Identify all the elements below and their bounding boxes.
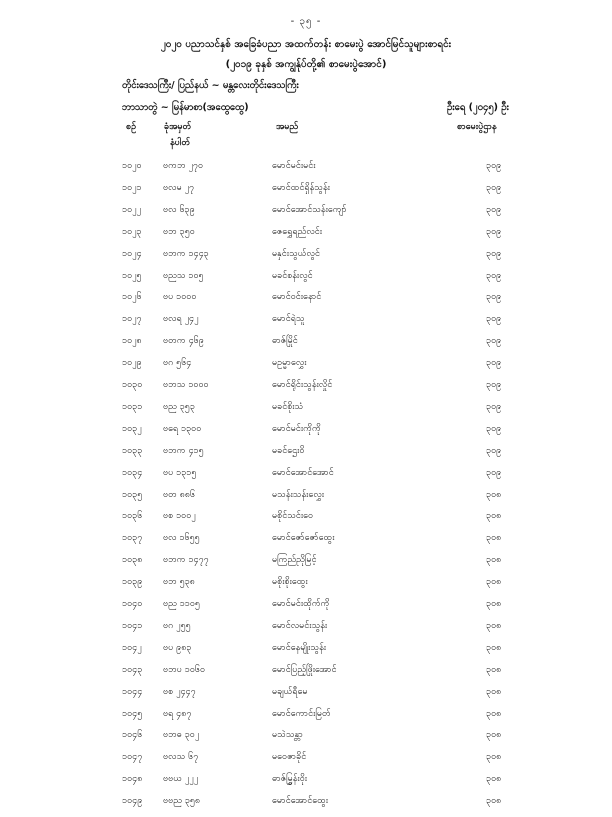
document-title: ၂၀၂၀ ပညာသင်နှစ် အခြေခံပညာ အထက်တန်း စာမေးပွဲ အောင်မြင်သူများစာရင်း bbox=[160, 39, 452, 50]
roll-number: ဗဘပ ၁၀၆၀ bbox=[163, 664, 206, 675]
table-row bbox=[0, 554, 612, 576]
row-number: ၁၀၂၁ bbox=[122, 182, 142, 193]
table-row bbox=[0, 510, 612, 532]
table-row bbox=[0, 532, 612, 554]
exam-center: ၃၀၉ bbox=[486, 182, 502, 193]
roll-number: ဗဂ ၂၅၅ bbox=[163, 620, 191, 631]
exam-center: ၃၀၈ bbox=[486, 708, 502, 719]
row-number: ၁၀၂၂ bbox=[122, 204, 141, 215]
row-number: ၁၀၄၂ bbox=[122, 642, 142, 653]
student-name: မဥမ္မာလွှေး bbox=[272, 358, 307, 369]
exam-center: ၃၀၉ bbox=[486, 401, 502, 412]
page-number: - ၃၅ - bbox=[290, 16, 322, 27]
row-number: ၁၀၃၂ bbox=[122, 423, 142, 434]
student-name: မောင်ဇော်ဇော်ထွေး bbox=[272, 533, 335, 544]
row-number: ၁၀၄၀ bbox=[122, 599, 143, 609]
row-number: ၁၀၃၃ bbox=[122, 445, 143, 456]
table-row bbox=[0, 160, 612, 182]
row-number: ၁၀၄၆ bbox=[122, 730, 143, 741]
table-row bbox=[0, 401, 612, 423]
student-name: မောင်ဝင်းနောင် bbox=[272, 292, 322, 303]
exam-center: ၃၀၈ bbox=[486, 774, 502, 785]
table-row bbox=[0, 379, 612, 401]
table-row bbox=[0, 576, 612, 598]
table-row bbox=[0, 445, 612, 467]
table-row bbox=[0, 226, 612, 248]
row-number: ၁၀၃၈ bbox=[122, 555, 143, 566]
exam-center: ၃၀၈ bbox=[486, 555, 502, 566]
table-row bbox=[0, 729, 612, 751]
student-name: ဓာဇ်မြိုင် bbox=[272, 336, 298, 347]
student-name: မကြည်ညိုမြင့် bbox=[272, 555, 317, 566]
roll-number: ဗရေ ၁၃၀၀ bbox=[163, 423, 202, 434]
exam-center: ၃၀၈ bbox=[486, 511, 502, 522]
column-header-roll-sub: နံပါတ် bbox=[170, 138, 191, 148]
pass-count-label: ဦးရေ (၂၀၄၅) ဦး bbox=[447, 102, 509, 113]
exam-center: ၃၀၉ bbox=[486, 423, 502, 434]
row-number: ၁၀၄၁ bbox=[122, 620, 143, 631]
roll-number: ဗဘက ၁၄၄၃ bbox=[163, 248, 209, 259]
roll-number: ဗပ ၁၀၀၀ bbox=[163, 292, 197, 303]
student-name: မောင်မင်းထိုက်ကို bbox=[272, 599, 330, 609]
table-row bbox=[0, 313, 612, 335]
roll-number: ဗဘ ၃၅၀ bbox=[163, 226, 195, 237]
student-name: မောင်ပြည့်ဖြိုးအောင် bbox=[272, 664, 337, 675]
row-number: ၁၀၂၄ bbox=[122, 248, 142, 259]
column-header-roll: ခုံအမှတ် bbox=[164, 122, 192, 132]
roll-number: ဗစ ၁၀၀၂ bbox=[163, 511, 196, 522]
roll-number: ဗလသ ၆၇ bbox=[163, 752, 199, 763]
table-row bbox=[0, 248, 612, 270]
exam-center: ၃၀၈ bbox=[486, 489, 502, 500]
roll-number: ဗည ၁၁၀၅ bbox=[163, 599, 200, 609]
row-number: ၁၀၃၉ bbox=[122, 577, 143, 588]
roll-number: ဗဘက ၄၁၅ bbox=[163, 445, 204, 456]
table-row bbox=[0, 291, 612, 313]
student-name: မစိုင်သင်းဝေ bbox=[272, 511, 314, 522]
exam-center: ၃၀၉ bbox=[486, 467, 502, 478]
student-name: မောင်အောင်အောင် bbox=[272, 467, 334, 478]
exam-center: ၃၀၉ bbox=[486, 270, 502, 281]
row-number: ၁၀၄၃ bbox=[122, 664, 143, 675]
roll-number: ဗလ ၁၆၅၅ bbox=[163, 533, 200, 544]
roll-number: ဗကဘ ၂၇၀ bbox=[163, 161, 204, 171]
exam-center: ၃၀၉ bbox=[486, 380, 502, 390]
row-number: ၁၀၃၁ bbox=[122, 401, 143, 412]
student-name: မောင်ထင်ရှိန်သွန်း bbox=[272, 182, 330, 193]
roll-number: ဗလမ ၂၇ bbox=[163, 182, 195, 193]
table-row bbox=[0, 182, 612, 204]
row-number: ၁၀၂၈ bbox=[122, 336, 142, 347]
student-name: မောင်နေမျိုးသွန်း bbox=[272, 642, 327, 653]
student-name: ဇေရွှေရည်လင်း bbox=[272, 226, 323, 237]
roll-number: ဗပ ၉၈၃ bbox=[163, 642, 192, 653]
table-row bbox=[0, 686, 612, 708]
roll-number: ဗတ ၈၈၆ bbox=[163, 489, 196, 500]
student-name: မောင်အောင်ထွေး bbox=[272, 796, 329, 807]
exam-center: ၃၀၉ bbox=[486, 445, 502, 456]
student-name: မောင်မင်းမင်း bbox=[272, 161, 316, 171]
roll-number: ဗတက ၄၆၉ bbox=[163, 336, 204, 347]
document-subtitle: (၂၀၁၉ ခုနှစ် အကျွန်ုပ်တို့၏ စာမေးပွဲအောင်) bbox=[225, 59, 387, 70]
exam-center: ၃၀၉ bbox=[486, 248, 502, 259]
student-name: မဝေဇာခိုင် bbox=[272, 752, 307, 763]
roll-number: ဗရ ၄၈၇ bbox=[163, 708, 192, 719]
exam-center: ၃၀၉ bbox=[486, 336, 502, 347]
row-number: ၁၀၄၅ bbox=[122, 708, 143, 719]
roll-number: ဗလရ ၂၄၂ bbox=[163, 314, 199, 325]
exam-center: ၃၀၈ bbox=[486, 599, 502, 609]
exam-center: ၃၀၉ bbox=[486, 161, 502, 171]
student-name: မစိုးစိုးထွေး bbox=[272, 577, 308, 588]
table-row bbox=[0, 795, 612, 817]
table-row bbox=[0, 708, 612, 730]
exam-center: ၃၀၈ bbox=[486, 642, 502, 653]
row-number: ၁၀၃၆ bbox=[122, 511, 143, 522]
student-name: မောင်ရိုင်းသွန်းလှိုင် bbox=[272, 380, 333, 390]
row-number: ၁၀၂၅ bbox=[122, 270, 142, 281]
roll-number: ဗည ၃၅၃ bbox=[163, 401, 195, 412]
roll-number: ဗဘ ၅၃၈ bbox=[163, 577, 195, 588]
row-number: ၁၀၂၀ bbox=[122, 161, 142, 171]
exam-center: ၃၀၈ bbox=[486, 664, 502, 675]
roll-number: ဗလ ၆၃၉ bbox=[163, 204, 195, 215]
student-name: မနှင်းသွယ်လွင် bbox=[272, 248, 320, 259]
row-number: ၁၀၄၈ bbox=[122, 774, 143, 785]
row-number: ၁၀၃၄ bbox=[122, 467, 143, 478]
exam-center: ၃၀၈ bbox=[486, 686, 502, 697]
student-name: မချယ်ရီမေ bbox=[272, 686, 308, 697]
subject-label: ဘာသာတွဲ ~ မြန်မာစာ(အထွေထွေ) bbox=[122, 102, 249, 113]
roll-number: ဗဘက ၁၄၇၇ bbox=[163, 555, 209, 566]
roll-number: ဗညသ ၁၀၅ bbox=[163, 270, 204, 281]
exam-center: ၃၀၈ bbox=[486, 620, 502, 631]
table-row bbox=[0, 270, 612, 292]
student-name: မခင်ဌေးဝိ bbox=[272, 445, 305, 456]
roll-number: ဗစ ၂၄၄၇ bbox=[163, 686, 196, 697]
student-name: မသဲသန္တာ bbox=[272, 730, 303, 741]
row-number: ၁၀၄၉ bbox=[122, 796, 143, 807]
student-name: မခင်စိုးသံ bbox=[272, 401, 304, 412]
exam-center: ၃၀၈ bbox=[486, 730, 502, 741]
table-row bbox=[0, 357, 612, 379]
table-row bbox=[0, 751, 612, 773]
exam-center: ၃၀၉ bbox=[486, 226, 502, 237]
roll-number: ဗဘသ ၁၀၀၀ bbox=[163, 380, 209, 390]
table-row bbox=[0, 598, 612, 620]
exam-center: ၃၀၉ bbox=[486, 292, 502, 303]
student-name: မောင်ရဲသူ bbox=[272, 314, 305, 325]
region-label: တိုင်းဒေသကြီး/ ပြည်နယ် ~ မန္တလေးတိုင်းဒေသကြီး bbox=[122, 80, 299, 91]
row-number: ၁၀၂၆ bbox=[122, 292, 142, 303]
column-header-no: စဉ် bbox=[126, 122, 137, 132]
table-row bbox=[0, 620, 612, 642]
student-name: မောင်ကောင်းမြတ် bbox=[272, 708, 331, 719]
student-name: ဓာဇ်မြွှန်းဝိုး bbox=[272, 774, 308, 785]
roll-number: ဗပ ၁၃၁၅ bbox=[163, 467, 197, 478]
table-row bbox=[0, 423, 612, 445]
row-number: ၁၀၂၇ bbox=[122, 314, 142, 325]
row-number: ၁၀၃၅ bbox=[122, 489, 143, 500]
exam-center: ၃၀၈ bbox=[486, 577, 502, 588]
column-header-name: အမည် bbox=[276, 122, 299, 132]
row-number: ၁၀၂၃ bbox=[122, 226, 142, 237]
row-number: ၁၀၂၉ bbox=[122, 358, 142, 369]
column-header-school: စာမေးပွဲဌာန bbox=[457, 122, 497, 132]
table-row bbox=[0, 204, 612, 226]
roll-number: ဗဗယ ၂၂၂ bbox=[163, 774, 199, 785]
exam-center: ၃၀၉ bbox=[486, 204, 502, 215]
exam-center: ၃၀၈ bbox=[486, 752, 502, 763]
table-row bbox=[0, 467, 612, 489]
table-row bbox=[0, 664, 612, 686]
exam-center: ၃၀၈ bbox=[486, 533, 502, 544]
exam-center: ၃၀၉ bbox=[486, 358, 502, 369]
row-number: ၁၀၄၇ bbox=[122, 752, 143, 763]
roll-number: ဗဂ ၅၆၄ bbox=[163, 358, 192, 369]
row-number: ၁၀၃၀ bbox=[122, 380, 143, 390]
exam-center: ၃၀၈ bbox=[486, 796, 502, 807]
student-name: မောင်အောင်သန်းကျော် bbox=[272, 204, 347, 215]
roll-number: ဗဘဓ ၃၀၂ bbox=[163, 730, 200, 741]
row-number: ၁၀၄၄ bbox=[122, 686, 143, 697]
roll-number: ဗဗည ၃၅၈ bbox=[163, 796, 201, 807]
table-row bbox=[0, 642, 612, 664]
table-row bbox=[0, 335, 612, 357]
student-name: မခင်စန်းလွင် bbox=[272, 270, 313, 281]
table-row bbox=[0, 489, 612, 511]
exam-center: ၃၀၉ bbox=[486, 314, 502, 325]
row-number: ၁၀၃၇ bbox=[122, 533, 143, 544]
student-name: မသန်းသန်းလွှေး bbox=[272, 489, 325, 500]
student-name: မောင်လမင်းသွန်း bbox=[272, 620, 328, 631]
student-name: မောင်မင်းကိုကို bbox=[272, 423, 321, 434]
